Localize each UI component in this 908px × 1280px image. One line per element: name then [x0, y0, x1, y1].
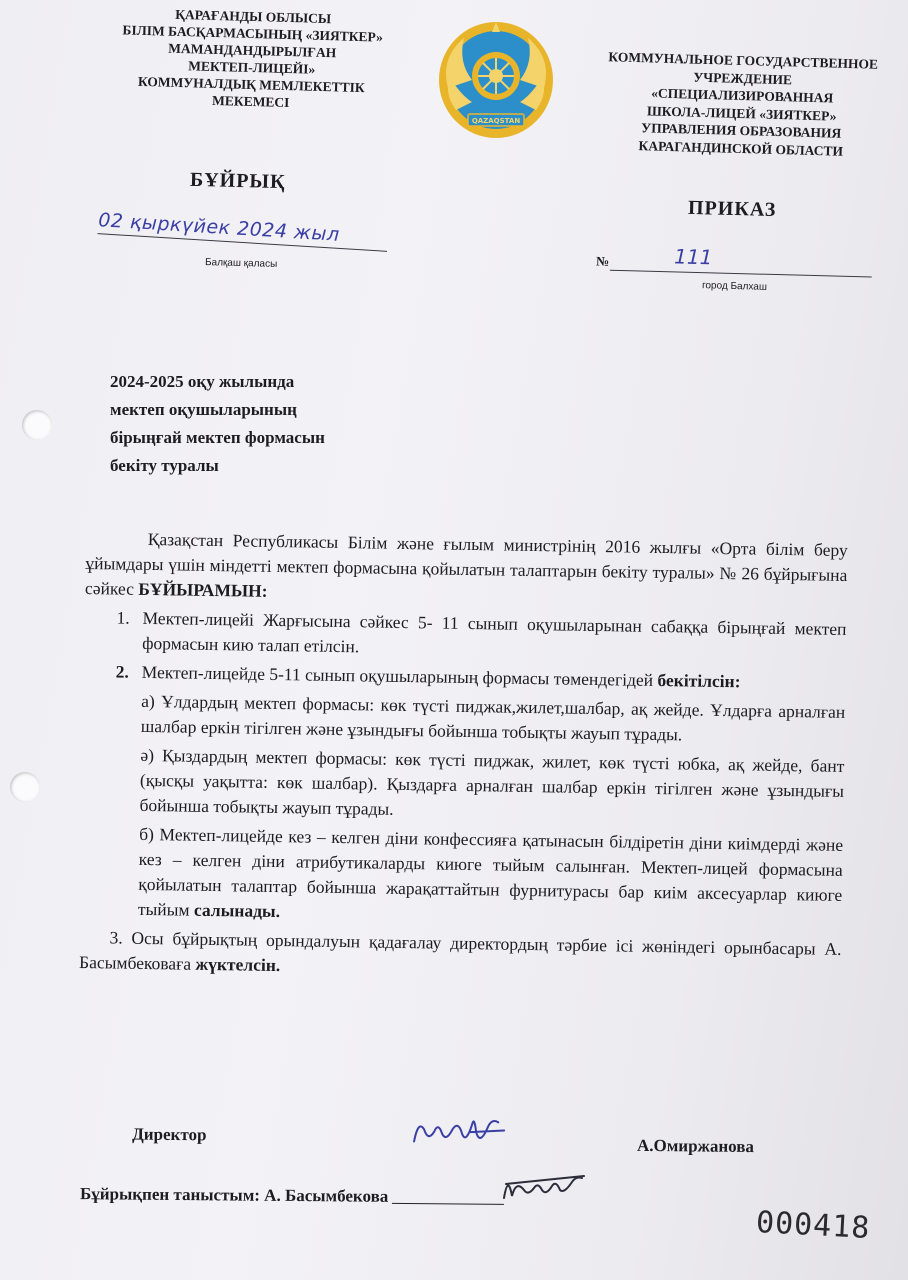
order-item-3 [79, 925, 842, 987]
header-right-line: «СПЕЦИАЛИЗИРОВАННАЯ [651, 85, 834, 106]
header-left-line: КОММУНАЛДЫҚ МЕМЛЕКЕТТІК [137, 73, 365, 96]
acknowledgement [80, 1184, 504, 1208]
emblem-text: QAZAQSTAN [471, 117, 521, 125]
signatory-title: Директор [132, 1124, 207, 1145]
acknowledgement-signature-icon [490, 1168, 590, 1208]
item-number: 1. [116, 607, 130, 628]
subject-line: бірыңғай мектеп формасын [110, 428, 325, 447]
header-right-line: УЧРЕЖДЕНИЕ [693, 69, 793, 87]
header-left-line: БІЛІМ БАСҚАРМАСЫНЫҢ «ЗИЯТКЕР» [122, 22, 384, 45]
header-right-line: КОММУНАЛЬНОЕ ГОСУДАРСТВЕННОЕ [608, 49, 879, 72]
state-emblem-icon [436, 18, 556, 142]
city-kazakh: Балқаш қаласы [204, 257, 278, 270]
header-left-line: МАМАНДАНДЫРЫЛҒАН [168, 40, 337, 61]
item-number: 2. [115, 661, 129, 682]
subject-line: бекіту туралы [110, 456, 219, 475]
header-right-line: УПРАВЛЕНИЯ ОБРАЗОВАНИЯ [641, 120, 842, 141]
intro-paragraph [85, 526, 848, 613]
number-sign: № [595, 253, 610, 269]
handwritten-date: 02 қыркүйек 2024 жыл [97, 209, 341, 246]
city-russian: город Балхаш [701, 280, 768, 293]
order-date [98, 209, 389, 252]
number-underline [610, 270, 872, 278]
header-left-line: МЕКТЕП-ЛИЦЕЙІ» [188, 58, 316, 77]
intro-text: Қазақстан Республикасы Білім және ғылым министрінің 2016 жылғы «Орта білім беру ұйымдары үшін міндетті мектеп формасына қойылатын талаптарын бекіту туралы» № 26 бұйрығына сәйкес [84, 528, 848, 599]
header-right-line: ШКОЛА-ЛИЦЕЙ «ЗИЯТКЕР» [646, 102, 837, 124]
item-text: Мектеп-лицейі Жарғысына сәйкес 5- 11 сынып оқушыларынан сабаққа бірыңғай мектеп формасын кию талап етілсін. [142, 607, 847, 657]
punch-hole [22, 410, 52, 440]
acknowledgement-signature-line [392, 1203, 504, 1205]
item-bold-text: жүктелсін. [195, 953, 281, 976]
item-text: Мектеп-лицейде 5-11 сынып оқушыларының формасы төмендегідей [141, 661, 658, 690]
item-bold-text: бекітілсін: [657, 669, 741, 692]
director-signature-icon [408, 1111, 508, 1154]
subject-line: 2024-2025 оқу жылында [110, 372, 295, 391]
header-right-line: КАРАГАНДИНСКОЙ ОБЛАСТИ [638, 137, 844, 159]
sub-item-bold-text: салынады. [193, 899, 281, 922]
order-item-1 [84, 605, 847, 667]
subject-line: мектеп оқушыларының [110, 400, 297, 419]
item-text: 3. Осы бұйрықтың орындалуын қадағалау директордың тәрбие ісі жөніндегі орынбасары А. Басымбековаға [78, 927, 842, 974]
order-subject [110, 368, 410, 480]
document-serial-number: 000418 [755, 1205, 872, 1246]
punch-hole [10, 772, 40, 802]
sub-item-b [80, 821, 843, 933]
intro-order-word: БҰЙЫРАМЫН: [138, 578, 268, 601]
header-left-line: ҚАРАҒАНДЫ ОБЛЫСЫ [175, 6, 332, 27]
handwritten-number: 111 [673, 244, 713, 270]
order-number [595, 244, 876, 277]
sub-item-a: а) Ұлдардың мектеп формасы: көк түсті пиджак,жилет,шалбар, ақ жейде. Ұлдарға арналған шалбар еркін тігілген және ұзындығы бойынша тобықты жауып тұрады. [140, 690, 846, 745]
sub-item-ae: ә) Қыздардың мектеп формасы: көк түсті пиджак, жилет, көк түсті юбка, ақ жейде, бант (қысқы уақытта: көк шалбар). Қыздарға арналған шалбар еркін тігілген және ұзындығы бойынша тобықты жауып тұрады. [139, 744, 845, 819]
order-title-kazakh: БҰЙРЫҚ [189, 168, 286, 194]
header-right-russian [591, 48, 894, 161]
header-left-line: МЕКЕМЕСІ [211, 92, 290, 111]
sub-item-text: б) Мектеп-лицейде кез – келген діни конфессияға қатынасын білдіретін діни киімдерді және кез – келген діни атрибутикаларды киюге тыйым салынған. Мектеп-лицей формасына қойылатын талаптар бойынша жарақаттайтын фурнитурасы бар киім аксесуарлар киюге тыйым [137, 823, 844, 920]
order-title-russian: ПРИКАЗ [687, 196, 777, 222]
signatory-name: А.Омиржанова [636, 1135, 755, 1157]
acknowledgement-text: Бұйрықпен таныстым: А. Басымбекова [79, 1184, 389, 1206]
signature-row [132, 1125, 792, 1172]
order-body [79, 526, 848, 987]
header-left-kazakh [91, 4, 414, 115]
